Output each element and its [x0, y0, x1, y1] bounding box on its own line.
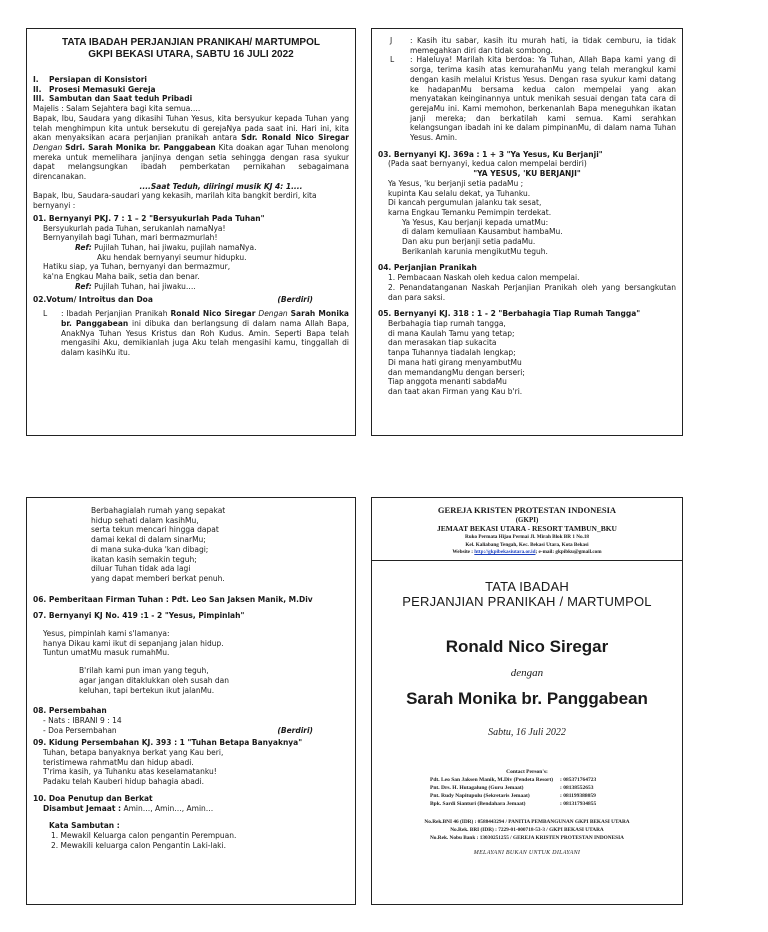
votum-intro: : Ibadah Perjanjian Pranikah [61, 309, 168, 319]
song-line: hanya Dikau kami ikut di sepanjang jalan hidup. [43, 638, 224, 648]
nats-line: - Nats : IBRANI 9 : 14 [43, 715, 122, 725]
song-line: tanpa Tuhannya tiadalah lengkap; [388, 348, 516, 358]
song-line: dan memandangMu dengan berseri; [388, 367, 525, 377]
section-01: 01. Bernyanyi PKJ. 7 : 1 – 2 "Bersyukurlah Pada Tuhan" [33, 213, 265, 223]
amin-text: Amin…, Amin…, Amin… [123, 803, 214, 813]
song-line: Hatiku siap, ya Tuhan, bernyanyi dan bermazmur, [43, 262, 231, 272]
song-line: T'rima kasih, ya Tuhanku atas keselamatanku! [43, 767, 217, 777]
page-panel-cover [371, 497, 683, 905]
bank-account-3: No.Rek. Nobu Bank : 13030251255 / GEREJA KRISTEN PROTESTAN INDONESIA [429, 835, 624, 841]
berdiri-note: (Berdiri) [277, 725, 313, 735]
doa-persembahan-row [33, 726, 349, 736]
contact-phone: : 081199388059 [560, 793, 596, 799]
contact-row [378, 776, 676, 784]
song-line: Ya Yesus, 'ku berjanji setia padaMu ; [388, 178, 524, 188]
section-09: 09. Kidung Persembahan KJ. 393 : 1 "Tuhan Betapa Banyaknya" [33, 738, 303, 748]
song-line: di mana suka-duka 'kan dibagi; [91, 544, 209, 554]
song-line: Bersyukurlah pada Tuhan, serukanlah namaNya! [43, 223, 226, 233]
song-line: Berbahagialah rumah yang sepakat [91, 506, 226, 515]
song-line: karna Engkau Temanku Pemimpin terdekat. [388, 207, 552, 217]
cover-title-2: PERJANJIAN PRANIKAH / MARTUMPOL [402, 594, 652, 609]
song-verse-continued [33, 506, 349, 584]
song-line: dan merasakan tiap sukacita [388, 338, 497, 348]
contact-row [378, 792, 676, 800]
welcome-text: Bapak, Ibu, Saudara yang dikasihi Tuhan Yesus, kita bersyukur kepada Tuhan yang telah menghimpun kita untuk bersekutu di gerejaNya pada saat ini. Hari ini, kita akan menyaksikan acara perjanjian pranikah antara [33, 113, 349, 143]
section-number: I. [33, 75, 39, 84]
contact-title: Contact Person's: [506, 769, 548, 775]
section-08: 08. Persembahan [33, 706, 107, 716]
section-number: II. [33, 84, 42, 94]
welcome-paragraph [33, 114, 349, 182]
page-panel-1 [26, 28, 356, 436]
invitation-stand: Bapak, Ibu, Saudara-saudari yang kekasih, marilah kita bangkit berdiri, kita bernyanyi : [33, 191, 317, 211]
section-number: III. [33, 94, 45, 104]
dengan-text: Dengan [258, 309, 288, 319]
song-title: "YA YESUS, 'KU BERJANJI" [473, 169, 581, 179]
song-line: di dalam kemuliaan Kausambut hambaMu. [402, 227, 563, 237]
church-name: GEREJA KRISTEN PROTESTAN INDONESIA [437, 505, 617, 515]
section-ii [33, 85, 349, 95]
song-line: Bernyanyilah bagi Tuhan, mari bermazmurlah! [43, 233, 218, 243]
contact-phone: : 08138552653 [560, 785, 594, 791]
jemaat-response [33, 804, 349, 814]
speaker-label: J [390, 36, 393, 45]
song-line: yang dapat memberi berkat penuh. [91, 573, 225, 583]
contact-row [378, 784, 676, 792]
contact-phone: : 085371764723 [560, 777, 597, 783]
song-line: Tuntun umatMu masuk rumahMu. [43, 648, 170, 658]
welcome-text-cont: Kita doakan agar Tuhan menolong mereka untuk memelihara janjinya dengan setia sehingga dengan rasa syukur dapat melangsungkan ibadah pemberkatan pernikahan sebagaimana direncanakan. [33, 142, 349, 182]
list-item: 2. Penandatanganan Naskah Perjanjian Pranikah oleh yang bersangkutan dan para saksi. [388, 282, 676, 302]
section-05: 05. Bernyanyi KJ. 318 : 1 - 2 "Berbahagia Tiap Rumah Tangga" [378, 309, 641, 319]
contact-name: Bpk. Sardi Sianturi (Bendahara Jemaat) [430, 801, 526, 807]
song-note: (Pada saat bernyanyi, kedua calon mempelai berdiri) [388, 159, 587, 169]
congregation-response [378, 36, 676, 55]
song-line: Dan aku pun berjanji setia padaMu. [402, 237, 536, 247]
address-line-2: Kel. Kaliabang Tengah, Kec. Bekasi Utara, Kota Bekasi [465, 541, 589, 548]
section-label: Sambutan dan Saat teduh Pribadi [49, 94, 193, 104]
ref-label: Ref: [75, 281, 92, 291]
bank-account-1: No.Rek.BNI 46 (IDR) : 0588443294 / PANITIA PEMBANGUNAN GKPI BEKASI UTARA [424, 819, 630, 825]
section-04: 04. Perjanjian Pranikah [378, 263, 477, 273]
email-text: ; e-mail: gkpibku@gmail.com [535, 549, 602, 555]
song-line: Tuhan, betapa banyaknya berkat yang Kau beri, [43, 748, 224, 758]
page-panel-2 [371, 28, 683, 436]
song-line: Yesus, pimpinlah kami s'lamanya: [43, 629, 170, 639]
votum-body: ini dibuka dan berlangsung di dalam nama Allah Bapa, AnakNya Tuhan Yesus Kristus dan Roh Kudus. Amin. Seperti Bapa telah mengasihi Aku, demikianlah juga Aku telah mengasihi kamu, tinggallah di dalam kasihKu itu. [61, 318, 349, 357]
dengan-text: dengan [510, 667, 544, 679]
song-verse [378, 319, 676, 397]
motto: MELAYANI BUKAN UNTUK DILAYANI [473, 850, 581, 856]
song-line: dan taat akan Firman yang Kau b'ri. [388, 386, 523, 396]
document-title [33, 37, 349, 61]
title-line-1: TATA IBADAH PERJANJIAN PRANIKAH/ MARTUMPOL [62, 37, 320, 48]
groom-name: Sdr. Ronald Nico Siregar [241, 133, 349, 143]
prayer-text: : Haleluya! Marilah kita berdoa: Ya Tuhan, Allah Bapa kami yang di sorga, terima kasih atas kemurahanMu yang telah merangkul kami dengan kasih melalui Kristus Yesus. Dengan rasa syukur kami datang ke hadapanMu bersama kedua calon mempelai yang akan menyatakan keinginannya untuk menikah sesuai dengan tata cara di gerejaMu ini. Kami memohon, berkenanlah Bapa meneguhkan ikatan janji mereka; dan berkatilah kami semua. Kami serahkan kelangsungan ibadah ini ke dalam pimpinanMu, di dalam nama Tuhan Yesus. Amin. [410, 55, 676, 143]
groom-name: Ronald Nico Siregar [445, 637, 609, 656]
ref-label: Ref: [75, 242, 92, 252]
bride-name: Sarah Monika br. Panggabean [61, 309, 349, 328]
event-date: Sabtu, 16 Juli 2022 [488, 727, 566, 738]
bride-name: Sdri. Sarah Monika br. Panggabean [65, 142, 216, 152]
song-line: ikatan kasih semakin teguh; [91, 554, 197, 564]
response-text: : Kasih itu sabar, kasih itu murah hati, ia tidak cemburu, ia tidak memegahkan diri dan tidak sombong. [410, 36, 676, 55]
song-line: kupinta Kau selalu dekat, ya Tuhanku. [388, 188, 531, 198]
section-i [33, 75, 349, 85]
section-label: Persiapan di Konsistori [49, 75, 147, 84]
song-line: Berbahagia tiap rumah tangga, [388, 318, 506, 328]
section-label: 02.Votum/ Introitus dan Doa [33, 295, 153, 305]
song-refrain [33, 282, 349, 292]
page-panel-3 [26, 497, 356, 905]
song-line: serta tekun mencari hingga dapat [91, 525, 219, 535]
list-item: 2. Mewakili keluarga calon Pengantin Laki-laki. [51, 840, 226, 850]
doa-persembahan: - Doa Persembahan [43, 725, 117, 735]
song-line: Pujilah Tuhan, hai jiwaku…. [94, 281, 196, 291]
song-line: Ya Yesus, Kau berjanji kepada umatMu: [402, 217, 549, 227]
song-line: Di kancah pergumulan jalanku tak sesat, [388, 198, 542, 208]
song-line: B'rilah kami pun iman yang teguh, [79, 666, 209, 676]
song-line: Tiap anggota menanti sabdaMu [388, 377, 507, 387]
contact-name: Pdt. Leo San Jaksen Manik, M.Div (Pendeta Resort) [430, 777, 554, 783]
section-label: Prosesi Memasuki Gereja [49, 84, 156, 94]
contact-row [378, 800, 676, 808]
section-03: 03. Bernyanyi KJ. 369a : 1 + 3 "Ya Yesus, Ku Berjanji" [378, 149, 603, 159]
song-verse-2 [378, 218, 676, 257]
contact-phone: : 081317934855 [560, 801, 597, 807]
song-verse [33, 748, 349, 787]
website-link[interactable]: http://gkpibekasiutara.or.id [474, 549, 536, 555]
leader-prayer [378, 55, 676, 142]
agreement-list [378, 273, 676, 302]
contact-name: Pnt. Drs. H. Hutagalung (Guru Jemaat) [430, 785, 524, 791]
song-line: keluhan, tapi bertekun ikut jalanMu. [79, 685, 215, 695]
address-line-1: Ruko Permata Hijau Permai Jl. Mirah Blok BR 1 No.18 [464, 534, 590, 540]
cover-title-1: TATA IBADAH [485, 579, 569, 594]
contact-list [378, 776, 676, 808]
song-verse-1 [378, 179, 676, 218]
song-line: Di mana hati girang menyambutMu [388, 357, 522, 367]
song-line: diluar Tuhan tidak ada lagi [91, 564, 191, 574]
berdiri-note: (Berdiri) [277, 295, 313, 305]
song-line: ka'na Engkau Maha baik, setia dan benar. [43, 272, 200, 282]
groom-name: Ronald Nico Siregar [170, 309, 256, 319]
contact-web [378, 549, 676, 557]
song-line: Aku hendak bernyanyi seumur hidupku. [97, 252, 247, 262]
kata-sambutan-label: Kata Sambutan : [49, 821, 120, 831]
section-02 [33, 295, 349, 305]
song-refrain [33, 243, 349, 253]
congregation-name: JEMAAT BEKASI UTARA - RESORT TAMBUN_BKU [437, 524, 617, 533]
section-06: 06. Pemberitaan Firman Tuhan : Pdt. Leo San Jaksen Manik, M.Div [33, 594, 313, 604]
saat-teduh: ....Saat Teduh, diiringi musik KJ 4: 1.... [139, 181, 303, 191]
section-10: 10. Doa Penutup dan Berkat [33, 793, 153, 803]
song-line: teristimewa rahmatMu dan hidup abadi. [43, 757, 194, 767]
speaker-label: L [390, 55, 395, 65]
bank-account-2: No.Rek. BRI (IDR) : 7229-01-000718-53-3 / GKPI BEKASI UTARA [450, 827, 604, 833]
list-item: 1. Mewakil Keluarga calon pengantin Perempuan. [51, 830, 237, 840]
speaker-label: L [43, 309, 48, 319]
song-verse-2 [33, 666, 349, 695]
dengan-text: Dengan [33, 142, 63, 152]
song-verse-1 [33, 629, 349, 658]
website-label: Website : [452, 549, 473, 555]
song-line: damai kekal di dalam sinarMu; [91, 535, 206, 545]
response-label: Disambut Jemaat : [43, 803, 122, 813]
song-line: Pujilah Tuhan, hai jiwaku, pujilah namaNya. [94, 242, 257, 252]
church-abbrev: (GKPI) [515, 516, 539, 524]
section-iii [33, 94, 349, 104]
votum-text [33, 309, 349, 358]
section-07: 07. Bernyanyi KJ No. 419 :1 - 2 "Yesus, Pimpinlah" [33, 611, 245, 621]
kata-sambutan-list [33, 831, 349, 850]
song-line: di mana Kaulah Tamu yang tetap; [388, 328, 515, 338]
contact-name: Pnt. Rudy Napitupulu (Sekretaris Jemaat) [430, 793, 530, 799]
title-line-2: GKPI BEKASI UTARA, SABTU 16 JULI 2022 [88, 49, 294, 60]
song-line: Padaku telah Kauberi hidup bahagia abadi. [43, 777, 205, 787]
majelis-greeting: Majelis : Salam Sejahtera bagi kita semua…. [33, 104, 201, 114]
bride-name: Sarah Monika br. Panggabean [406, 689, 648, 708]
song-line: hidup sehati dalam kasihMu, [91, 515, 199, 525]
song-line: agar jangan ditaklukkan oleh susah dan [79, 675, 230, 685]
song-line: Berikanlah karunia mengikutMu teguh. [402, 246, 548, 256]
list-item: 1. Pembacaan Naskah oleh kedua calon mempelai. [388, 273, 580, 283]
